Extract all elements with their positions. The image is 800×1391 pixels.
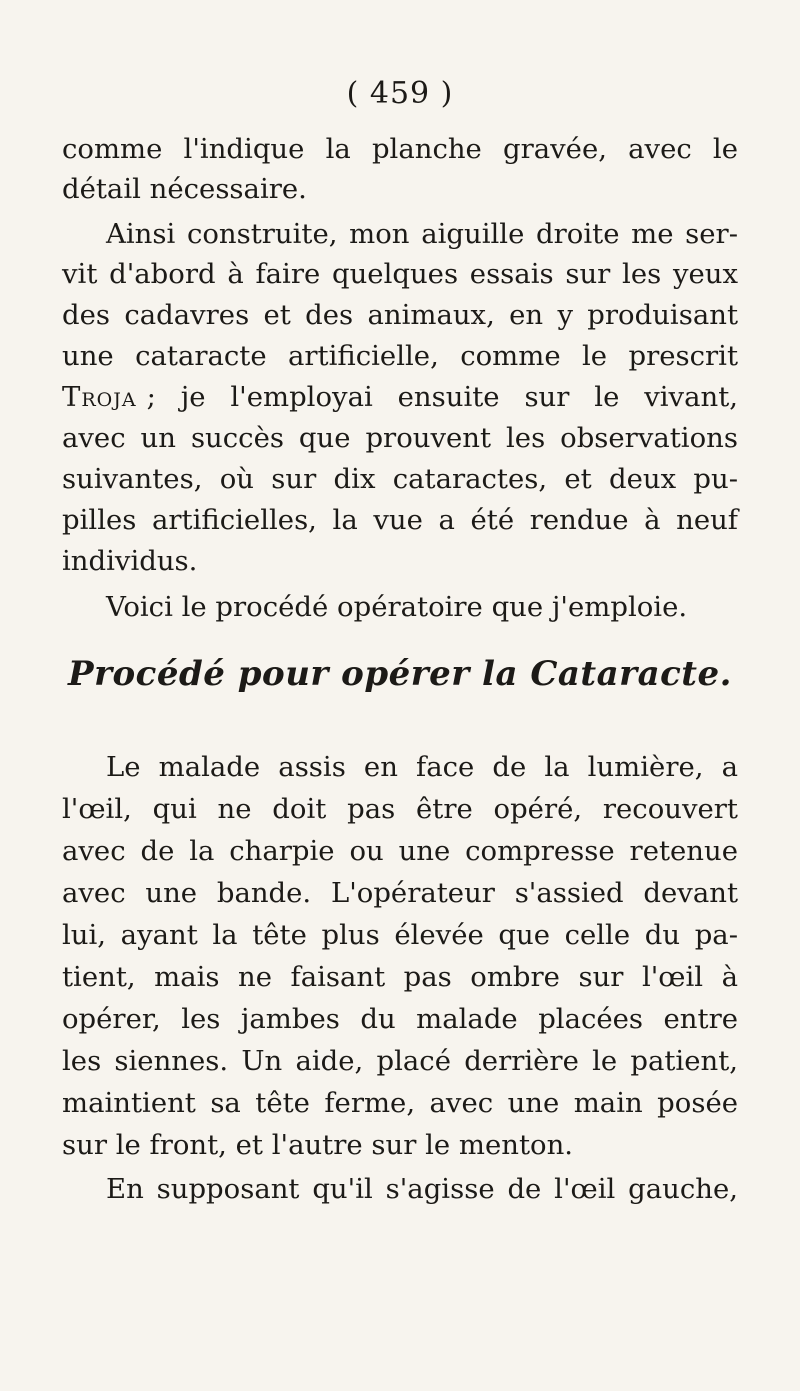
- text-line: Ainsi construite, mon aiguille droite me ser-: [106, 218, 738, 250]
- text-line: Le malade assis en face de la lumière, a: [106, 751, 738, 783]
- text-line: opérer, les jambes du malade placées entre: [62, 1003, 738, 1035]
- text-line: avec de la charpie ou une compresse retenue: [62, 835, 738, 867]
- text-line: l'œil, qui ne doit pas être opéré, recouvert: [62, 793, 738, 825]
- section-heading: Procédé pour opérer la Cataracte.: [68, 654, 732, 694]
- text-line: pilles artificielles, la vue a été rendue à neuf: [62, 504, 738, 536]
- text-line: une cataracte artificielle, comme le prescrit: [62, 340, 738, 372]
- text-line: [62, 377, 738, 417]
- text-line: avec une bande. L'opérateur s'assied devant: [62, 877, 738, 909]
- text-line: vit d'abord à faire quelques essais sur les yeux: [62, 258, 738, 290]
- text-line: comme l'indique la planche gravée, avec le: [62, 133, 738, 165]
- author-name: Troja: [62, 381, 137, 413]
- text-line: tient, mais ne faisant pas ombre sur l'œil à: [62, 961, 738, 993]
- text-line: En supposant qu'il s'agisse de l'œil gauche,: [106, 1173, 738, 1205]
- text-line: Voici le procédé opératoire que j'emploie.: [106, 591, 688, 623]
- text-line: individus.: [62, 545, 198, 577]
- text-line: détail nécessaire.: [62, 173, 307, 205]
- text-line: suivantes, où sur dix cataractes, et deux pu-: [62, 463, 738, 495]
- text-line: les siennes. Un aide, placé derrière le patient,: [62, 1045, 738, 1077]
- text-span: ; je l'employai ensuite sur le vivant,: [146, 381, 738, 413]
- text-line: maintient sa tête ferme, avec une main posée: [62, 1087, 738, 1119]
- page-number: ( 459 ): [346, 76, 454, 111]
- text-line: des cadavres et des animaux, en y produisant: [62, 299, 738, 331]
- text-line: sur le front, et l'autre sur le menton.: [62, 1129, 574, 1161]
- text-line: avec un succès que prouvent les observations: [62, 422, 738, 454]
- text-line: lui, ayant la tête plus élevée que celle du pa-: [62, 919, 738, 951]
